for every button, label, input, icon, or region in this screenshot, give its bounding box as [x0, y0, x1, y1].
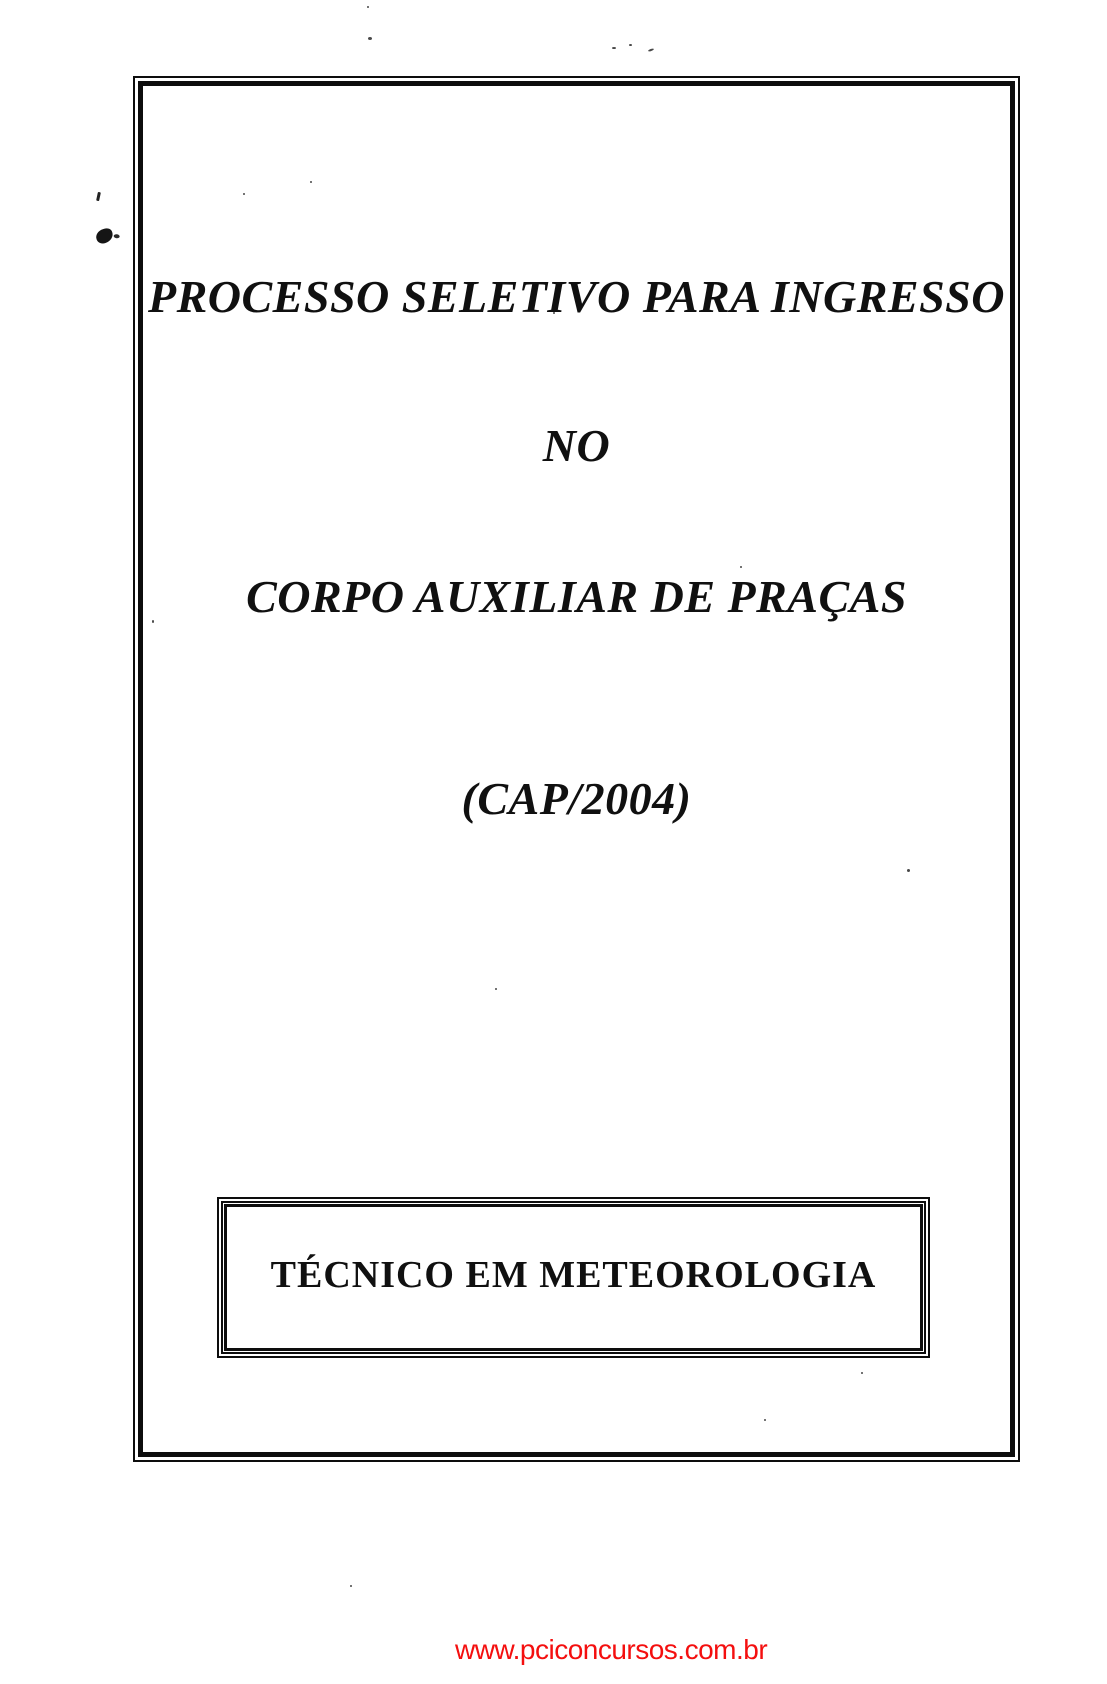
scan-speck [367, 6, 369, 8]
cover-title-line-3: CORPO AUXILIAR DE PRAÇAS [246, 571, 907, 622]
specialty-box-inner-rule [224, 1204, 923, 1351]
scan-speck [612, 47, 616, 49]
scan-speck [629, 44, 632, 46]
specialty-label: TÉCNICO EM METEOROLOGIA [270, 1253, 877, 1296]
specialty-box [217, 1197, 930, 1358]
specialty-box-mid-rule [221, 1201, 926, 1354]
scan-tick-mark [96, 192, 101, 201]
scan-speck [350, 1585, 352, 1587]
cover-title-line-2: NO [542, 420, 611, 471]
scan-speck [648, 48, 654, 52]
page-border-frame-inner [138, 81, 1015, 1457]
ink-blot [94, 227, 114, 246]
cover-title-line-1: PROCESSO SELETIVO PARA INGRESSO [148, 271, 1005, 322]
scan-speck [368, 37, 372, 40]
watermark-link[interactable]: www.pciconcursos.com.br [455, 1634, 768, 1665]
page-border-frame [133, 76, 1020, 1462]
cover-title-edition: (CAP/2004) [461, 773, 692, 824]
